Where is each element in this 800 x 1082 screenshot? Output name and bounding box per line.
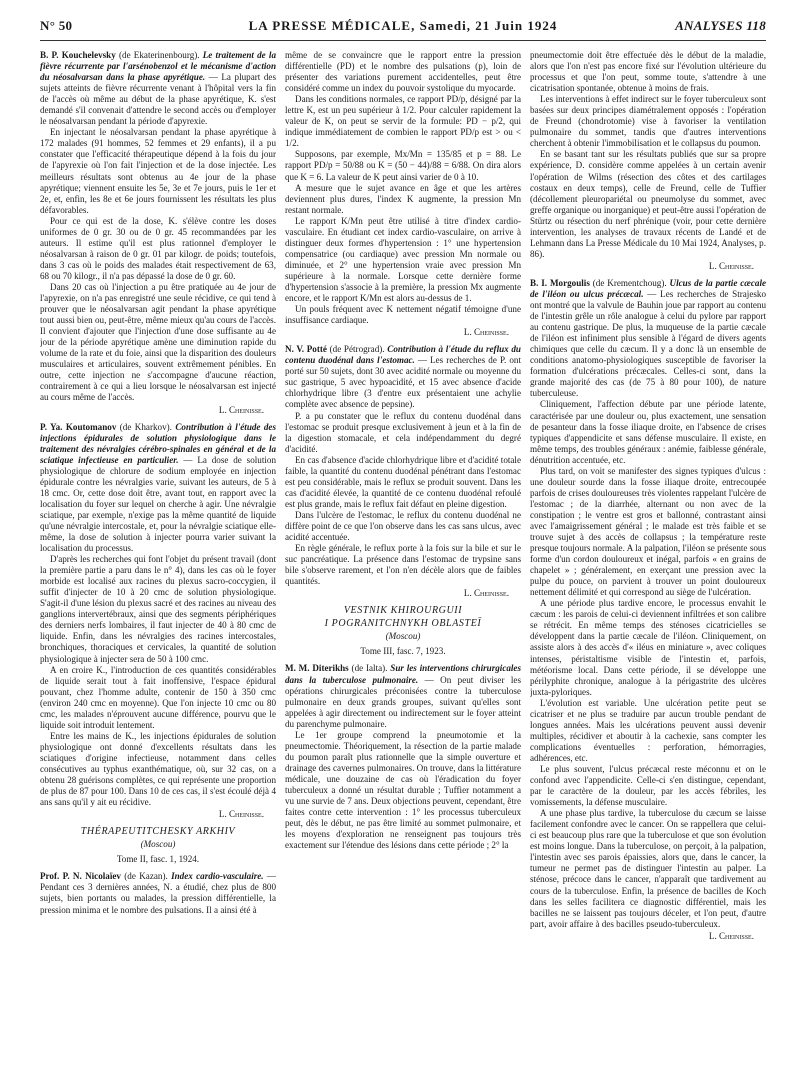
paragraph: — Les recherches de P. ont porté sur 50 sujets, dont 30 avec acidité normale ou moyenne du suc gastrique, 5 avec hypoacidité, et 15 avec absence d'acide chlorhydrique libre (3 d'entre eux présentaient une achylie complète avec absence de pepsine). [285, 355, 521, 410]
journal-name: VESTNIK KHIROURGUII [343, 605, 463, 617]
paragraph: Le rapport K/Mn peut être utilisé à titre d'index cardio-vasculaire. En étudiant cet index cardio-vasculaire, on arrive à distinguer deux formes d'hypertension : 1° une hypertension compensatrice (ou cardiaque) avec pression Mn normale ou diminuée, et 2° une hypertension vraie avec pression Mn supérieure à la normale. Lorsque cette dernière forme d'hypertension s'associe à la première, la pression Mx augmente encore, et le rapport K/Mn est alors au-dessus de 1. [285, 215, 521, 304]
running-header [40, 18, 766, 38]
paragraph: En règle générale, le reflux porte à la fois sur la bile et sur le suc pancréatique. La présence dans l'estomac de trypsine sans bile s'observe rarement, et l'on n'en décèle alors que de faibles quantités. [285, 543, 521, 587]
article-title: Index cardio-vasculaire. [171, 871, 264, 882]
paragraph: Entre les mains de K., les injections épidurales de solution physiologique ont donné d'excellents résultats dans les sciatiques d'origine infectieuse, notamment dans celles consécutives au typhus exanthématique, où, sur 32 cas, on a obtenu 28 guérisons complètes, ce qui représente une proportion de plus de 87 pour 100. Dans 10 de ces cas, il s'est écoulé déjà 4 ans sans qu'il y ait eu récidive. [40, 730, 276, 808]
article-author: Prof. P. N. Nicolaïev [40, 871, 121, 882]
article-affiliation: (de Pétrograd). [326, 344, 388, 355]
journal-volume: Tome III, fasc. 7, 1923. [360, 646, 446, 657]
paragraph: En injectant le néosalvarsan pendant la phase apyrétique à 172 malades (91 hommes, 52 femmes et 29 enfants), il a pu constater que l'efficacité thérapeutique dépend à la fois du jour de l'apyrexie où l'on fait l'injection et de la dose injectée. Les meilleurs résultats sont obtenus au 4e jour de la phase apyrétique; viennent ensuite les 5e, 3e et 7e jours, puis le 1er et 2e, et, enfin, les 8e et 6e jours fournissent les résultats les plus défavorables. [40, 127, 276, 215]
paragraph: D'après les recherches qui font l'objet du présent travail (dont la première partie a paru dans le n° 4), dans les cas où le foyer morbide est localisé aux racines du plexus sacro-coccygien, il suffit d'injecter de 10 à 20 cmc de solution physiologique. S'agit-il d'une lésion du plexus sacré et des racines au niveau des ganglions intervertébraux, ainsi que des segments périphériques des derniers nerfs lombaires, il faut injecter de 40 à 80 cmc de liquide. Enfin, dans les névralgies des racines intercostales, bronchiques, thoraciques et cervicales, la quantité de solution physiologique à injecter sera de 50 à 100 cmc. [40, 554, 276, 664]
paragraph: — On peut diviser les opérations chirurgicales préconisées contre la tuberculose pulmonaire en deux grands groupes, suivant qu'elles sont appelées à agir directement ou indirectement sur le foyer atteint du parenchyme pulmonaire. [285, 674, 521, 729]
paragraph: — Les recherches de Strajesko ont montré que la valvule de Bauhin joue par rapport au contenu de l'intestin grêle un rôle analogue à celui du pylore par rapport au contenu gastrique. De plus, la muqueuse de la partie cæcale de l'iléon est infiniment plus sensible à l'égard de divers agents chimiques que celle du cæcum. Il y a donc là un ensemble de conditions anatomo-physiologiques susceptible de favoriser la formation d'ulcérations précæcales. Celles-ci sont, dans la grande majorité des cas (de 75 à 80 pour 100), de nature tuberculeuse. [530, 288, 766, 399]
journal-name-line-2: I POGRANITCHNYKH OBLASTEÏ [324, 618, 482, 630]
article-affiliation: (de Kazan). [120, 871, 172, 882]
journal-name: THÉRAPEUTITCHESKY ARKHIV [80, 826, 236, 838]
paragraph: A en croire K., l'introduction de ces quantités considérables de liquide serait tout à fait inoffensive, l'espace épidural pouvant, chez l'homme adulte, contenir de 150 à 350 cmc (environ 240 cmc en moyenne). Que l'on injecte 10 cmc ou 80 cmc, les malades n'éprouvent aucune différence, pourvu que le liquide soit introduit lentement. [40, 664, 276, 730]
article-title: Le traitement de la fièvre récurrente par l'arsénobenzol et le mécanisme d'action du néosalvarsan dans la phase apyrétique. [40, 50, 276, 83]
article-author: B. I. Morgoulis [530, 277, 590, 288]
article-author: N. V. Potté [285, 344, 327, 355]
article-affiliation: (de Krementchoug). [589, 277, 670, 288]
signature: L. Cheinisse. [463, 327, 509, 338]
article-author: M. M. Diterikhs [285, 663, 349, 674]
column-1 [40, 50, 276, 1072]
article-title: Ulcus de la partie cæcale de l'iléon ou ulcus précæcal. [530, 277, 766, 299]
signature: L. Cheinisse. [708, 930, 754, 941]
paragraph: pneumectomie doit être effectuée dès le début de la maladie, alors que l'on n'est pas encore fixé sur l'évolution ultérieure du processus et que l'on peut, somme toute, s'attendre à une cicatrisation spontanée, obtenue à moins de frais. [530, 50, 766, 94]
journal-city: (Moscou) [385, 631, 421, 642]
column-2 [285, 50, 521, 1072]
paragraph: A une période plus tardive encore, le processus envahit le cæcum : les parois de celui-ci deviennent infiltrées et son calibre se rétrécit. En même temps des sténoses cicatricielles se développent dans la partie cæcale de l'iléon. Cliniquement, on assiste alors à des accès d'« iléus en miniature », avec coliques intenses, péristaltisme visible de l'intestin et, parfois, météorisme local. Dans cette période, il se développe une périlyphite chronique, analogue à la périgastrite des ulcères juxta-pyloriques. [530, 598, 766, 697]
paragraph: Le plus souvent, l'ulcus précæcal reste méconnu et on le confond avec l'appendicite. Celle-ci s'en distingue, cependant, par le caractère de la douleur, par les accès fébriles, les vomissements, la défense musculaire. [530, 764, 766, 808]
article-6-head [530, 278, 766, 400]
article-affiliation: (de Kharkov). [116, 421, 176, 432]
article-2-head [40, 422, 276, 555]
paragraph: Supposons, par exemple, Mx/Mn = 135/85 et p = 88. Le rapport PD/p = 50/88 ou K = (50 − 44)/88 = 6/88. On dira alors que K = 6. La valeur de K peut ainsi varier de 0 à 10. [285, 149, 521, 182]
article-title: Sur les interventions chirurgicales dans la tuberculose pulmonaire. [285, 663, 521, 685]
article-author: P. Ya. Koutomanov [40, 421, 117, 432]
page-number: 118 [746, 18, 766, 33]
article-author: B. P. Kouchelevsky [40, 50, 116, 60]
paragraph: — Pendant ces 3 dernières années, N. a étudié, chez plus de 800 sujets, bien portants ou malades, la pression différentielle, la pression minima et le nombre des pulsations. Il a ainsi été à [40, 871, 276, 915]
header-rule [40, 40, 766, 41]
signature: L. Cheinisse. [218, 809, 264, 820]
article-1-head [40, 50, 276, 127]
paragraph: Pour ce qui est de la dose, K. s'élève contre les doses uniformes de 0 gr. 30 ou de 0 gr. 45 recommandées par les auteurs. Il estime qu'il est plus rationnel d'employer le néosalvarsan à raison de 0 gr. 01 par kilogr. de poids; toutefois, dans 3 cas où le poids des malades était respectivement de 63, 68 ou 70 kilogr., il n'a pas dépassé la dose de 0 gr. 60. [40, 215, 276, 281]
paragraph: Le 1er groupe comprend la pneumotomie et la pneumectomie. Théoriquement, la résection de la partie malade du poumon paraît plus rationnelle que la simple ouverture et drainage des cavernes pulmonaires. On trouve, dans la littérature médicale, une douzaine de cas où l'éradication du foyer tuberculeux a donné un résultat durable ; Tuffier notamment a vu une survie de 7 ans. Deux objections peuvent, cependant, être faites contre cette intervention : 1° les processus tuberculeux peut, dès le début, ne pas être limité au sommet pulmonaire, et les moyens d'exploration ne renseignent pas toujours très exactement sur l'étendue des lésions dans cette période ; 2° la [285, 729, 521, 851]
issue-number: N° 50 [40, 18, 73, 33]
paragraph: En se basant tant sur les résultats publiés que sur sa propre expérience, D. considère comme appelées à un certain avenir l'opération de Wilms (résection des côtes et des cartilages costaux en deux temps), celle de Freund, celle de Tuffier (décollement pleuropariétal ou pneumolyse du sommet, avec greffe organique ou inorganique) et peut-être aussi l'opération de Stürtz ou résection du nerf phrénique (voir, pour cette dernière intervention, les analyses de travaux récents de Landé et de Lehmann dans La Presse Médicale du 10 Mai 1924, Analyses, p. 86). [530, 149, 766, 259]
paragraph: P. a pu constater que le reflux du contenu duodénal dans l'estomac se produit presque exclusivement à jeun et à la fin de la digestion stomacale, et cela indépendamment du degré d'acidité. [285, 410, 521, 454]
signature: L. Cheinisse. [218, 404, 264, 415]
journal-city: (Moscou) [140, 839, 176, 850]
paragraph: — La plupart des sujets atteints de fièvre récurrente venant à l'hôpital vers la fin de l'accès où même au début de la phase apyrétique, K. s'est demandé s'il convenait d'attendre le second accès ou d'employer le néosalvarsan pendant la période d'apyrexie. [40, 72, 276, 127]
paragraph: Dans l'ulcère de l'estomac, le reflux du contenu duodénal ne diffère point de ce que l'on observe dans les cas sans ulcus, avec acidité accentuée. [285, 509, 521, 543]
article-title: Contribution à l'étude des injections épidurales de solution physiologique dans le traitement des névralgies cérébro-spinales en général et de la sciatique infectieuse en particulier. [40, 421, 276, 465]
article-4-head [285, 344, 521, 410]
paragraph: A une phase plus tardive, la tuberculose du cæcum se laisse facilement confondre avec le cancer. On se rappellera que celui-ci est beaucoup plus rare que la tuberculose et que son évolution est moins longue. Dans la tuberculose, on perçoit, à la palpation, l'intestin avec ses parois épaissies, alors que, dans le cancer, la tumeur ne permet pas de distinguer l'intestin au palper. La sténose, précoce dans le cancer, n'apparaît que tardivement au cours de la tuberculose. Enfin, la présence de bacilles de Koch dans les selles facilitera ce diagnostic différentiel, mais les bacilles ne se laissent pas toujours déceler, et l'on peut, d'autre part, avoir affaire à des bacilles pseudo-tuberculeux. [530, 808, 766, 929]
paragraph: Plus tard, on voit se manifester des signes typiques d'ulcus : une douleur sourde dans la fosse iliaque droite, entrecoupée parfois de crises douloureuses très violentes rappelant l'ulcère de l'estomac ; de la diarrhée, alternant ou non avec de la constipation ; le ventre est gros et ballonné, contrastant ainsi avec l'amaigrissement général ; le malade est très faible et se trouve sujet à des accès de collapsus ; la température reste presque toujours normale. A la palpation, l'iléon se présente sous forme d'un cordon douloureux et inégal, parfois « en grains de chapelet » ; généralement, en exerçant une pression avec la pulpe du pouce, on parvient à trouver un point douloureux nettement délimité et qui correspond au siège de l'ulcération. [530, 465, 766, 598]
paragraph: Cliniquement, l'affection débute par une période latente, caractérisée par une douleur ou, plus exactement, une sensation de pesanteur dans la fosse iliaque droite, en l'absence de crises typiques d'appendicite et sans défense musculaire. Il existe, en même temps, des troubles généraux : anémie, faiblesse générale, dénutrition accentuée, etc. [530, 399, 766, 465]
paragraph: — La dose de solution physiologique de chlorure de sodium employée en injection épidurale contre les névralgies varie, suivant les auteurs, de 5 à 18 cmc. Or, cette dose doit être, avant tout, en rapport avec la localisation du foyer sur lequel on cherche à agir. Une névralgie sciatique, par exemple, n'exige pas la même quantité de liquide qu'une névralgie intercostale, et, pour la névralgie sciatique elle-même, la dose de solution à injecter pourra varier suivant la localisation du processus. [40, 454, 276, 554]
paragraph: Dans les conditions normales, ce rapport PD/p, désigné par la lettre K, est un peu supérieur à 1/2. Pour calculer rapidement la valeur de K, on peut se servir de la formule: PD − p/2, qui indique immédiatement de combien le rapport PD/p est > ou < 1/2. [285, 94, 521, 149]
article-affiliation: (de Ialta). [348, 663, 391, 674]
journal-title: LA PRESSE MÉDICALE, Samedi, 21 Juin 1924 [248, 18, 558, 33]
paragraph: Dans 20 cas où l'injection a pu être pratiquée au 4e jour de l'apyrexie, on n'a pas enregistré une seule récidive, ce qui tend à prouver que le néosalvarsan agit pendant la phase apyrétique tout aussi bien ou, peut-être, même mieux qu'au cours de l'accès. Il convient d'ajouter que l'injection d'une dose suffisante au 4e jour de la période apyrétique amène une diminution rapide du volume de la rate et du foie, ainsi que la disparition des douleurs musculaires et articulaires, souvent extrêmement pénibles. En outre, cette injection ne s'accompagne d'aucune réaction, contrairement à ce qui a lieu lorsque le néosalvarsan est injecté au cours même de l'accès. [40, 281, 276, 403]
paragraph: Les interventions à effet indirect sur le foyer tuberculeux sont basées sur deux principes diamétralement opposés : l'opération de Freund (chondrotomie) vise à favoriser la ventilation pulmonaire du sommet, tandis que d'autres interventions cherchent à obtenir l'immobilisation et le collapsus du poumon. [530, 94, 766, 149]
article-title: Contribution à l'étude du reflux du contenu duodénal dans l'estomac. [285, 344, 521, 366]
paragraph: En cas d'absence d'acide chlorhydrique libre et d'acidité totale faible, la quantité du contenu duodénal pénétrant dans l'estomac est peu considérable, mais le reflux se produit souvent. Dans les cas d'acidité élevée, la quantité de ce contenu duodénal refoulé est plus grande, mais le reflux fait défaut en pleine digestion. [285, 454, 521, 509]
paragraph: A mesure que le sujet avance en âge et que les artères deviennent plus dures, l'index K augmente, la pression Mn restant normale. [285, 182, 521, 215]
article-affiliation: (de Ekaterinenbourg). [115, 50, 203, 60]
section-page [675, 18, 766, 34]
article-5-head [285, 663, 521, 729]
article-3-head [40, 871, 276, 915]
columns [40, 50, 766, 1072]
journal-volume: Tome II, fasc. 1, 1924. [116, 854, 200, 865]
paragraph: Un pouls fréquent avec K nettement négatif témoigne d'une insuffisance cardiaque. [285, 304, 521, 326]
paragraph: L'évolution est variable. Une ulcération petite peut se cicatriser et ne plus se traduire par aucun trouble pendant de longues années. Mais les ulcérations peuvent aussi devenir multiples, récidiver et aboutir à la cachexie, sans compter les complications éventuelles : perforation, hémorragies, adhérences, etc. [530, 697, 766, 763]
section-name: ANALYSES [675, 18, 743, 33]
signature: L. Cheinisse. [463, 588, 509, 599]
paragraph: même de se convaincre que le rapport entre la pression différentielle (PD) et le nombre des pulsations (p), loin de présenter des variations purement accidentelles, peut être considéré comme un index du pouvoir systolique du myocarde. [285, 50, 521, 94]
signature: L. Cheinisse. [708, 260, 754, 271]
column-3 [530, 50, 766, 1072]
